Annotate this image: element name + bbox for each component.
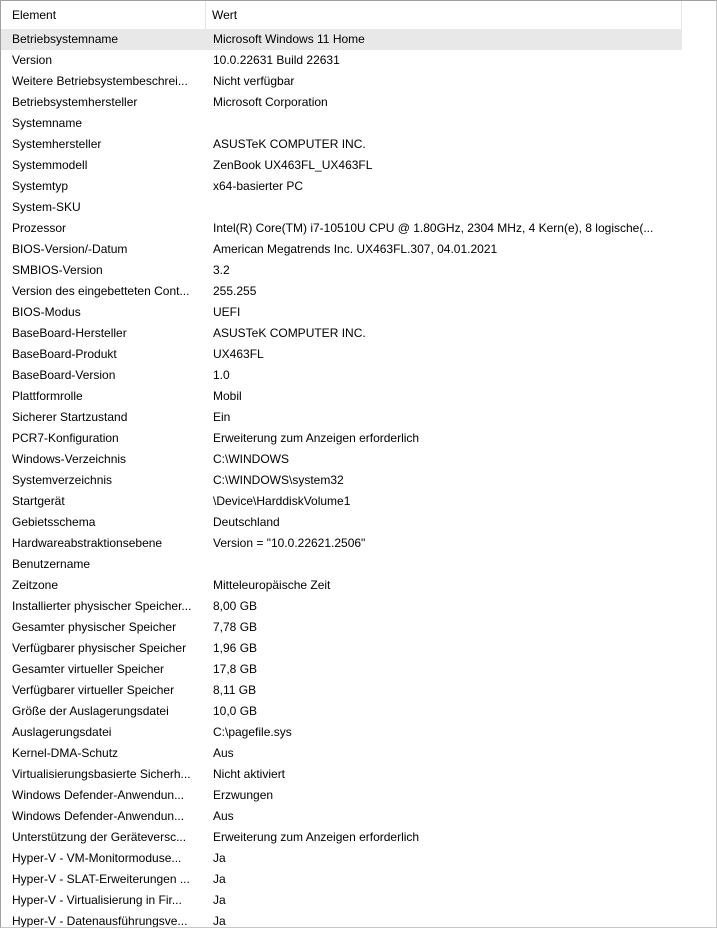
table-row[interactable]	[1, 281, 682, 302]
row-element-cell: BaseBoard-Produkt	[12, 347, 117, 361]
row-value-cell: Erweiterung zum Anzeigen erforderlich	[213, 830, 420, 844]
row-element-cell: Gesamter virtueller Speicher	[12, 662, 165, 676]
row-value-cell: 10.0.22631 Build 22631	[213, 53, 340, 67]
table-row[interactable]	[1, 827, 682, 848]
row-value-cell: Nicht aktiviert	[213, 767, 286, 781]
table-row[interactable]	[1, 554, 682, 575]
row-element-cell: BaseBoard-Version	[12, 368, 116, 382]
table-row[interactable]	[1, 848, 682, 869]
row-element-cell: BIOS-Modus	[12, 305, 81, 319]
table-row[interactable]	[1, 743, 682, 764]
row-value-cell: ZenBook UX463FL_UX463FL	[213, 158, 373, 172]
column-header-value[interactable]: Wert	[206, 1, 682, 29]
table-row[interactable]	[1, 470, 682, 491]
table-row[interactable]	[1, 533, 682, 554]
row-element-cell: Hardwareabstraktionsebene	[12, 536, 163, 550]
row-value-cell: Aus	[213, 809, 234, 823]
row-value-cell: 8,11 GB	[213, 683, 257, 697]
column-header-element[interactable]: Element	[1, 1, 206, 29]
row-value-cell: Ein	[213, 410, 231, 424]
row-value-cell: UX463FL	[213, 347, 264, 361]
table-row[interactable]	[1, 596, 682, 617]
table-row[interactable]	[1, 806, 682, 827]
row-value-cell: 8,00 GB	[213, 599, 258, 613]
table-row[interactable]	[1, 407, 682, 428]
row-value-cell: UEFI	[213, 305, 241, 319]
row-element-cell: Windows-Verzeichnis	[12, 452, 127, 466]
row-value-cell: C:\WINDOWS	[213, 452, 289, 466]
row-element-cell: Systemmodell	[12, 158, 88, 172]
row-value-cell: 1,96 GB	[213, 641, 258, 655]
table-row[interactable]	[1, 92, 682, 113]
table-row[interactable]	[1, 428, 682, 449]
table-row[interactable]	[1, 302, 682, 323]
table-row[interactable]	[1, 50, 682, 71]
row-value-cell: Microsoft Windows 11 Home	[213, 32, 365, 46]
row-value-cell	[206, 113, 682, 134]
list-header	[1, 1, 682, 30]
table-row[interactable]	[1, 218, 682, 239]
row-element-cell: Version des eingebetteten Cont...	[12, 284, 190, 298]
row-value-cell: American Megatrends Inc. UX463FL.307, 04.01.2021	[213, 242, 498, 256]
row-element-cell: System-SKU	[12, 200, 81, 214]
table-row[interactable]	[1, 239, 682, 260]
table-row[interactable]	[1, 911, 682, 928]
row-value-cell: Microsoft Corporation	[213, 95, 328, 109]
table-row[interactable]	[1, 890, 682, 911]
table-row[interactable]	[1, 869, 682, 890]
row-element-cell: Plattformrolle	[12, 389, 83, 403]
row-value-cell: Erzwungen	[213, 788, 274, 802]
row-value-cell: Mobil	[213, 389, 242, 403]
row-element-cell: Zeitzone	[12, 578, 59, 592]
row-value-cell: Aus	[213, 746, 234, 760]
table-row[interactable]	[1, 176, 682, 197]
row-element-cell: Benutzername	[12, 557, 91, 571]
row-element-cell: Systemname	[12, 116, 83, 130]
row-value-cell: Mitteleuropäische Zeit	[213, 578, 331, 592]
row-element-cell: Auslagerungsdatei	[12, 725, 112, 739]
table-row[interactable]	[1, 722, 682, 743]
table-row[interactable]	[1, 512, 682, 533]
row-element-cell: Systemtyp	[12, 179, 69, 193]
row-element-cell: Installierter physischer Speicher...	[12, 599, 192, 613]
row-element-cell: Größe der Auslagerungsdatei	[12, 704, 169, 718]
table-row[interactable]	[1, 323, 682, 344]
row-value-cell: Ja	[213, 893, 226, 907]
row-element-cell: Systemverzeichnis	[12, 473, 113, 487]
row-value-cell: 1.0	[213, 368, 230, 382]
row-value-cell: 10,0 GB	[213, 704, 258, 718]
table-row[interactable]	[1, 344, 682, 365]
row-element-cell: Verfügbarer virtueller Speicher	[12, 683, 175, 697]
row-element-cell: Gebietsschema	[12, 515, 96, 529]
table-row[interactable]	[1, 113, 682, 134]
row-element-cell: Verfügbarer physischer Speicher	[12, 641, 187, 655]
row-element-cell: Virtualisierungsbasierte Sicherh...	[12, 767, 191, 781]
row-value-cell	[206, 197, 682, 218]
row-value-cell: Erweiterung zum Anzeigen erforderlich	[213, 431, 420, 445]
row-element-cell: PCR7-Konfiguration	[12, 431, 119, 445]
table-row[interactable]	[1, 701, 682, 722]
table-row[interactable]	[1, 29, 682, 50]
table-row[interactable]	[1, 155, 682, 176]
row-element-cell: Unterstützung der Geräteversc...	[12, 830, 187, 844]
row-element-cell: BIOS-Version/-Datum	[12, 242, 128, 256]
row-value-cell: Ja	[213, 872, 226, 886]
row-value-cell: 3.2	[213, 263, 230, 277]
row-element-cell: Systemhersteller	[12, 137, 102, 151]
row-element-cell: Windows Defender-Anwendun...	[12, 809, 185, 823]
row-element-cell: Betriebsystemhersteller	[12, 95, 138, 109]
row-value-cell: ASUSTeK COMPUTER INC.	[213, 326, 366, 340]
table-row[interactable]	[1, 260, 682, 281]
row-value-cell: Deutschland	[213, 515, 280, 529]
table-row[interactable]	[1, 386, 682, 407]
table-row[interactable]	[1, 197, 682, 218]
row-value-cell: \Device\HarddiskVolume1	[213, 494, 351, 508]
table-row[interactable]	[1, 659, 682, 680]
row-element-cell: Hyper-V - SLAT-Erweiterungen ...	[12, 872, 190, 886]
table-row[interactable]	[1, 575, 682, 596]
row-element-cell: SMBIOS-Version	[12, 263, 103, 277]
row-value-cell: Version = "10.0.22621.2506"	[213, 536, 366, 550]
row-element-cell: Hyper-V - Virtualisierung in Fir...	[12, 893, 182, 907]
row-value-cell: 17,8 GB	[213, 662, 258, 676]
row-value-cell	[206, 554, 682, 575]
row-element-cell: Windows Defender-Anwendun...	[12, 788, 185, 802]
row-element-cell: BaseBoard-Hersteller	[12, 326, 127, 340]
row-element-cell: Weitere Betriebsystembeschrei...	[12, 74, 188, 88]
row-element-cell: Version	[12, 53, 53, 67]
row-value-cell: x64-basierter PC	[213, 179, 304, 193]
row-element-cell: Kernel-DMA-Schutz	[12, 746, 119, 760]
table-row[interactable]	[1, 449, 682, 470]
row-value-cell: Intel(R) Core(TM) i7-10510U CPU @ 1.80GHz, 2304 MHz, 4 Kern(e), 8 logische(...	[213, 221, 654, 235]
row-value-cell: ASUSTeK COMPUTER INC.	[213, 137, 366, 151]
row-element-cell: Startgerät	[12, 494, 65, 508]
table-row[interactable]	[1, 638, 682, 659]
table-row[interactable]	[1, 71, 682, 92]
row-element-cell: Betriebsystemname	[12, 32, 119, 46]
table-row[interactable]	[1, 680, 682, 701]
row-value-cell: C:\WINDOWS\system32	[213, 473, 344, 487]
row-element-cell: Hyper-V - Datenausführungsve...	[12, 914, 188, 928]
table-row[interactable]	[1, 764, 682, 785]
row-value-cell: Ja	[213, 851, 226, 865]
table-row[interactable]	[1, 365, 682, 386]
row-value-cell: Nicht verfügbar	[213, 74, 295, 88]
row-element-cell: Hyper-V - VM-Monitormoduse...	[12, 851, 182, 865]
table-row[interactable]	[1, 617, 682, 638]
row-element-cell: Gesamter physischer Speicher	[12, 620, 177, 634]
list-body	[1, 29, 682, 928]
row-element-cell: Prozessor	[12, 221, 67, 235]
row-value-cell: Ja	[213, 914, 226, 928]
table-row[interactable]	[1, 491, 682, 512]
row-value-cell: 7,78 GB	[213, 620, 258, 634]
row-value-cell: 255.255	[213, 284, 257, 298]
table-row[interactable]	[1, 134, 682, 155]
row-value-cell: C:\pagefile.sys	[213, 725, 292, 739]
table-row[interactable]	[1, 785, 682, 806]
row-element-cell: Sicherer Startzustand	[12, 410, 128, 424]
